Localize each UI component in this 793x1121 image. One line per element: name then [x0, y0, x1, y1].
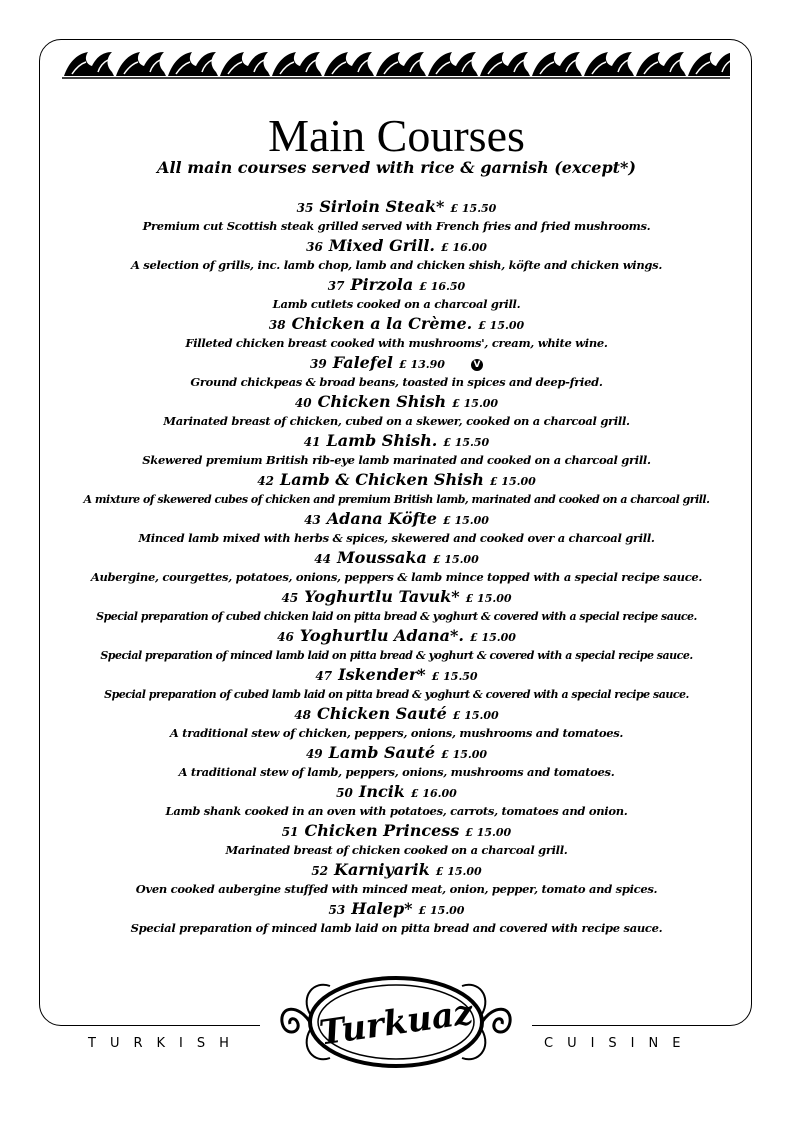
menu-item-price: £ 16.50 — [419, 280, 466, 293]
menu-item-description: Special preparation of minced lamb laid on pitta bread & yoghurt & covered with a special recipe sauce. — [100, 648, 693, 662]
menu-item-name: Iskender* — [338, 665, 426, 684]
menu-list — [40, 197, 753, 938]
menu-item — [40, 821, 753, 860]
menu-item-price: £ 15.00 — [469, 631, 516, 644]
menu-item-heading — [40, 626, 753, 646]
menu-item — [40, 899, 753, 938]
menu-item-price: £ 15.00 — [489, 475, 536, 488]
page-subtitle: All main courses served with rice & garnish (except*) — [157, 158, 636, 177]
menu-item-name: Mixed Grill. — [328, 236, 435, 255]
menu-item-number: 44 — [314, 552, 331, 566]
menu-item-heading — [40, 236, 753, 256]
menu-item-heading — [40, 353, 753, 373]
menu-item-name: Lamb Shish. — [326, 431, 438, 450]
menu-item-heading — [40, 665, 753, 685]
menu-item-heading — [40, 821, 753, 841]
menu-item — [40, 782, 753, 821]
menu-item-number: 42 — [257, 474, 274, 488]
menu-item-price: £ 16.00 — [440, 241, 487, 254]
menu-item-name: Lamb Sauté — [328, 743, 436, 762]
menu-item-name: Pirzola — [350, 275, 414, 294]
menu-item-price: £ 13.90 — [399, 358, 445, 371]
menu-item-number: 51 — [281, 825, 299, 839]
menu-item-name: Falefel — [332, 353, 393, 372]
menu-item — [40, 470, 753, 509]
menu-item-number: 37 — [327, 279, 345, 293]
menu-item-heading — [40, 587, 753, 607]
menu-item-description: A mixture of skewered cubes of chicken and premium British lamb, marinated and cooked on a charcoal grill. — [83, 492, 710, 506]
menu-item-number: 36 — [306, 240, 323, 254]
menu-item — [40, 509, 753, 548]
menu-item-name: Chicken Shish — [317, 392, 447, 411]
menu-item-number: 48 — [294, 708, 311, 722]
menu-item-heading — [40, 392, 753, 412]
menu-item-heading — [40, 704, 753, 724]
menu-item — [40, 431, 753, 470]
menu-item — [40, 626, 753, 665]
menu-item-description: Aubergine, courgettes, potatoes, onions, peppers & lamb mince topped with a special recipe sauce. — [90, 569, 703, 584]
menu-item-heading — [40, 197, 753, 217]
menu-item-number: 40 — [294, 396, 312, 410]
menu-item-price: £ 15.00 — [435, 865, 482, 878]
menu-item-price: £ 15.00 — [465, 826, 512, 839]
menu-item-number: 38 — [268, 318, 286, 332]
menu-item — [40, 860, 753, 899]
menu-item-number: 43 — [304, 513, 321, 527]
menu-item-name: Adana Köfte — [326, 509, 437, 528]
menu-item-number: 52 — [311, 864, 329, 878]
menu-item-description: Premium cut Scottish steak grilled served with French fries and fried mushrooms. — [142, 218, 651, 233]
menu-item-description: A traditional stew of lamb, peppers, onions, mushrooms and tomatoes. — [178, 764, 615, 779]
vegetarian-icon: V — [471, 359, 483, 371]
menu-item-price: £ 16.00 — [410, 787, 457, 800]
menu-item-name: Incik — [358, 782, 405, 801]
menu-item — [40, 743, 753, 782]
menu-item-price: £ 15.00 — [465, 592, 512, 605]
menu-item — [40, 665, 753, 704]
menu-item-description: Special preparation of cubed chicken laid on pitta bread & yoghurt & covered with a special recipe sauce. — [96, 609, 697, 623]
menu-item-heading — [40, 275, 753, 295]
menu-item — [40, 587, 753, 626]
turkuaz-logo — [270, 960, 522, 1084]
menu-item — [40, 548, 753, 587]
menu-item-price: £ 15.00 — [478, 319, 525, 332]
menu-item-description: Special preparation of cubed lamb laid on pitta bread & yoghurt & covered with a special recipe sauce. — [104, 687, 689, 701]
menu-item-description: Lamb shank cooked in an oven with potatoes, carrots, tomatoes and onion. — [165, 803, 628, 818]
menu-item-heading — [40, 314, 753, 334]
menu-item-number: 45 — [281, 591, 299, 605]
menu-item-price: £ 15.00 — [452, 397, 499, 410]
menu-item-description: Lamb cutlets cooked on a charcoal grill. — [272, 296, 521, 311]
menu-item-number: 50 — [336, 786, 353, 800]
menu-item-description: Skewered premium British rib-eye lamb marinated and cooked on a charcoal grill. — [142, 452, 651, 467]
menu-item-price: £ 15.00 — [452, 709, 499, 722]
menu-item-number: 41 — [303, 435, 321, 449]
menu-item-heading — [40, 431, 753, 451]
menu-item-name: Chicken Sauté — [316, 704, 447, 723]
menu-item-name: Moussaka — [336, 548, 427, 567]
footer-left-text: TURKISH — [88, 1036, 243, 1051]
menu-item — [40, 314, 753, 353]
menu-item-heading — [40, 470, 753, 490]
menu-item-description: Marinated breast of chicken, cubed on a skewer, cooked on a charcoal grill. — [163, 413, 630, 428]
menu-item-price: £ 15.00 — [441, 748, 488, 761]
footer-right-text: CUISINE — [544, 1036, 695, 1051]
menu-item — [40, 704, 753, 743]
menu-item-heading — [40, 782, 753, 802]
menu-item-name: Halep* — [351, 899, 413, 918]
menu-item — [40, 275, 753, 314]
menu-item-description: A selection of grills, inc. lamb chop, lamb and chicken shish, köfte and chicken wings. — [130, 257, 663, 272]
menu-item-heading — [40, 548, 753, 568]
menu-item — [40, 236, 753, 275]
menu-item-price: £ 15.00 — [432, 553, 479, 566]
menu-item — [40, 392, 753, 431]
menu-item-description: Minced lamb mixed with herbs & spices, skewered and cooked over a charcoal grill. — [138, 530, 655, 545]
menu-item-name: Chicken a la Crème. — [291, 314, 473, 333]
menu-item-heading — [40, 899, 753, 919]
menu-item-number: 47 — [315, 669, 333, 683]
menu-item-description: A traditional stew of chicken, peppers, onions, mushrooms and tomatoes. — [169, 725, 624, 740]
menu-item-name: Chicken Princess — [304, 821, 460, 840]
menu-item-heading — [40, 509, 753, 529]
menu-item-name: Yoghurtlu Tavuk* — [304, 587, 460, 606]
logo-text: Turkuaz — [316, 992, 476, 1054]
menu-item-description: Oven cooked aubergine stuffed with minced meat, onion, pepper, tomato and spices. — [135, 881, 658, 896]
menu-item-description: Marinated breast of chicken cooked on a charcoal grill. — [225, 842, 568, 857]
menu-item-heading — [40, 743, 753, 763]
menu-item-description: Ground chickpeas & broad beans, toasted in spices and deep-fried. — [190, 374, 603, 389]
menu-item-price: £ 15.50 — [431, 670, 478, 683]
menu-item-name: Lamb & Chicken Shish — [279, 470, 484, 489]
menu-item-price: £ 15.00 — [418, 904, 465, 917]
menu-item-price: £ 15.50 — [443, 436, 490, 449]
menu-item-description: Special preparation of minced lamb laid on pitta bread and covered with recipe sauce. — [130, 920, 663, 935]
menu-item-number: 46 — [277, 630, 294, 644]
page-title: Main Courses — [268, 110, 525, 161]
menu-item-price: £ 15.50 — [450, 202, 497, 215]
menu-item — [40, 353, 753, 392]
menu-item-description: Filleted chicken breast cooked with mushrooms', cream, white wine. — [185, 335, 608, 350]
menu-item-number: 35 — [296, 201, 314, 215]
menu-item-name: Karniyarik — [334, 860, 430, 879]
menu-item-name: Yoghurtlu Adana*. — [299, 626, 464, 645]
menu-item-number: 39 — [310, 357, 327, 371]
menu-item-number: 53 — [328, 903, 346, 917]
ornamental-border — [62, 44, 730, 80]
menu-item-heading — [40, 860, 753, 880]
menu-item-name: Sirloin Steak* — [319, 197, 445, 216]
menu-item-number: 49 — [305, 747, 323, 761]
menu-item — [40, 197, 753, 236]
menu-item-price: £ 15.00 — [442, 514, 489, 527]
